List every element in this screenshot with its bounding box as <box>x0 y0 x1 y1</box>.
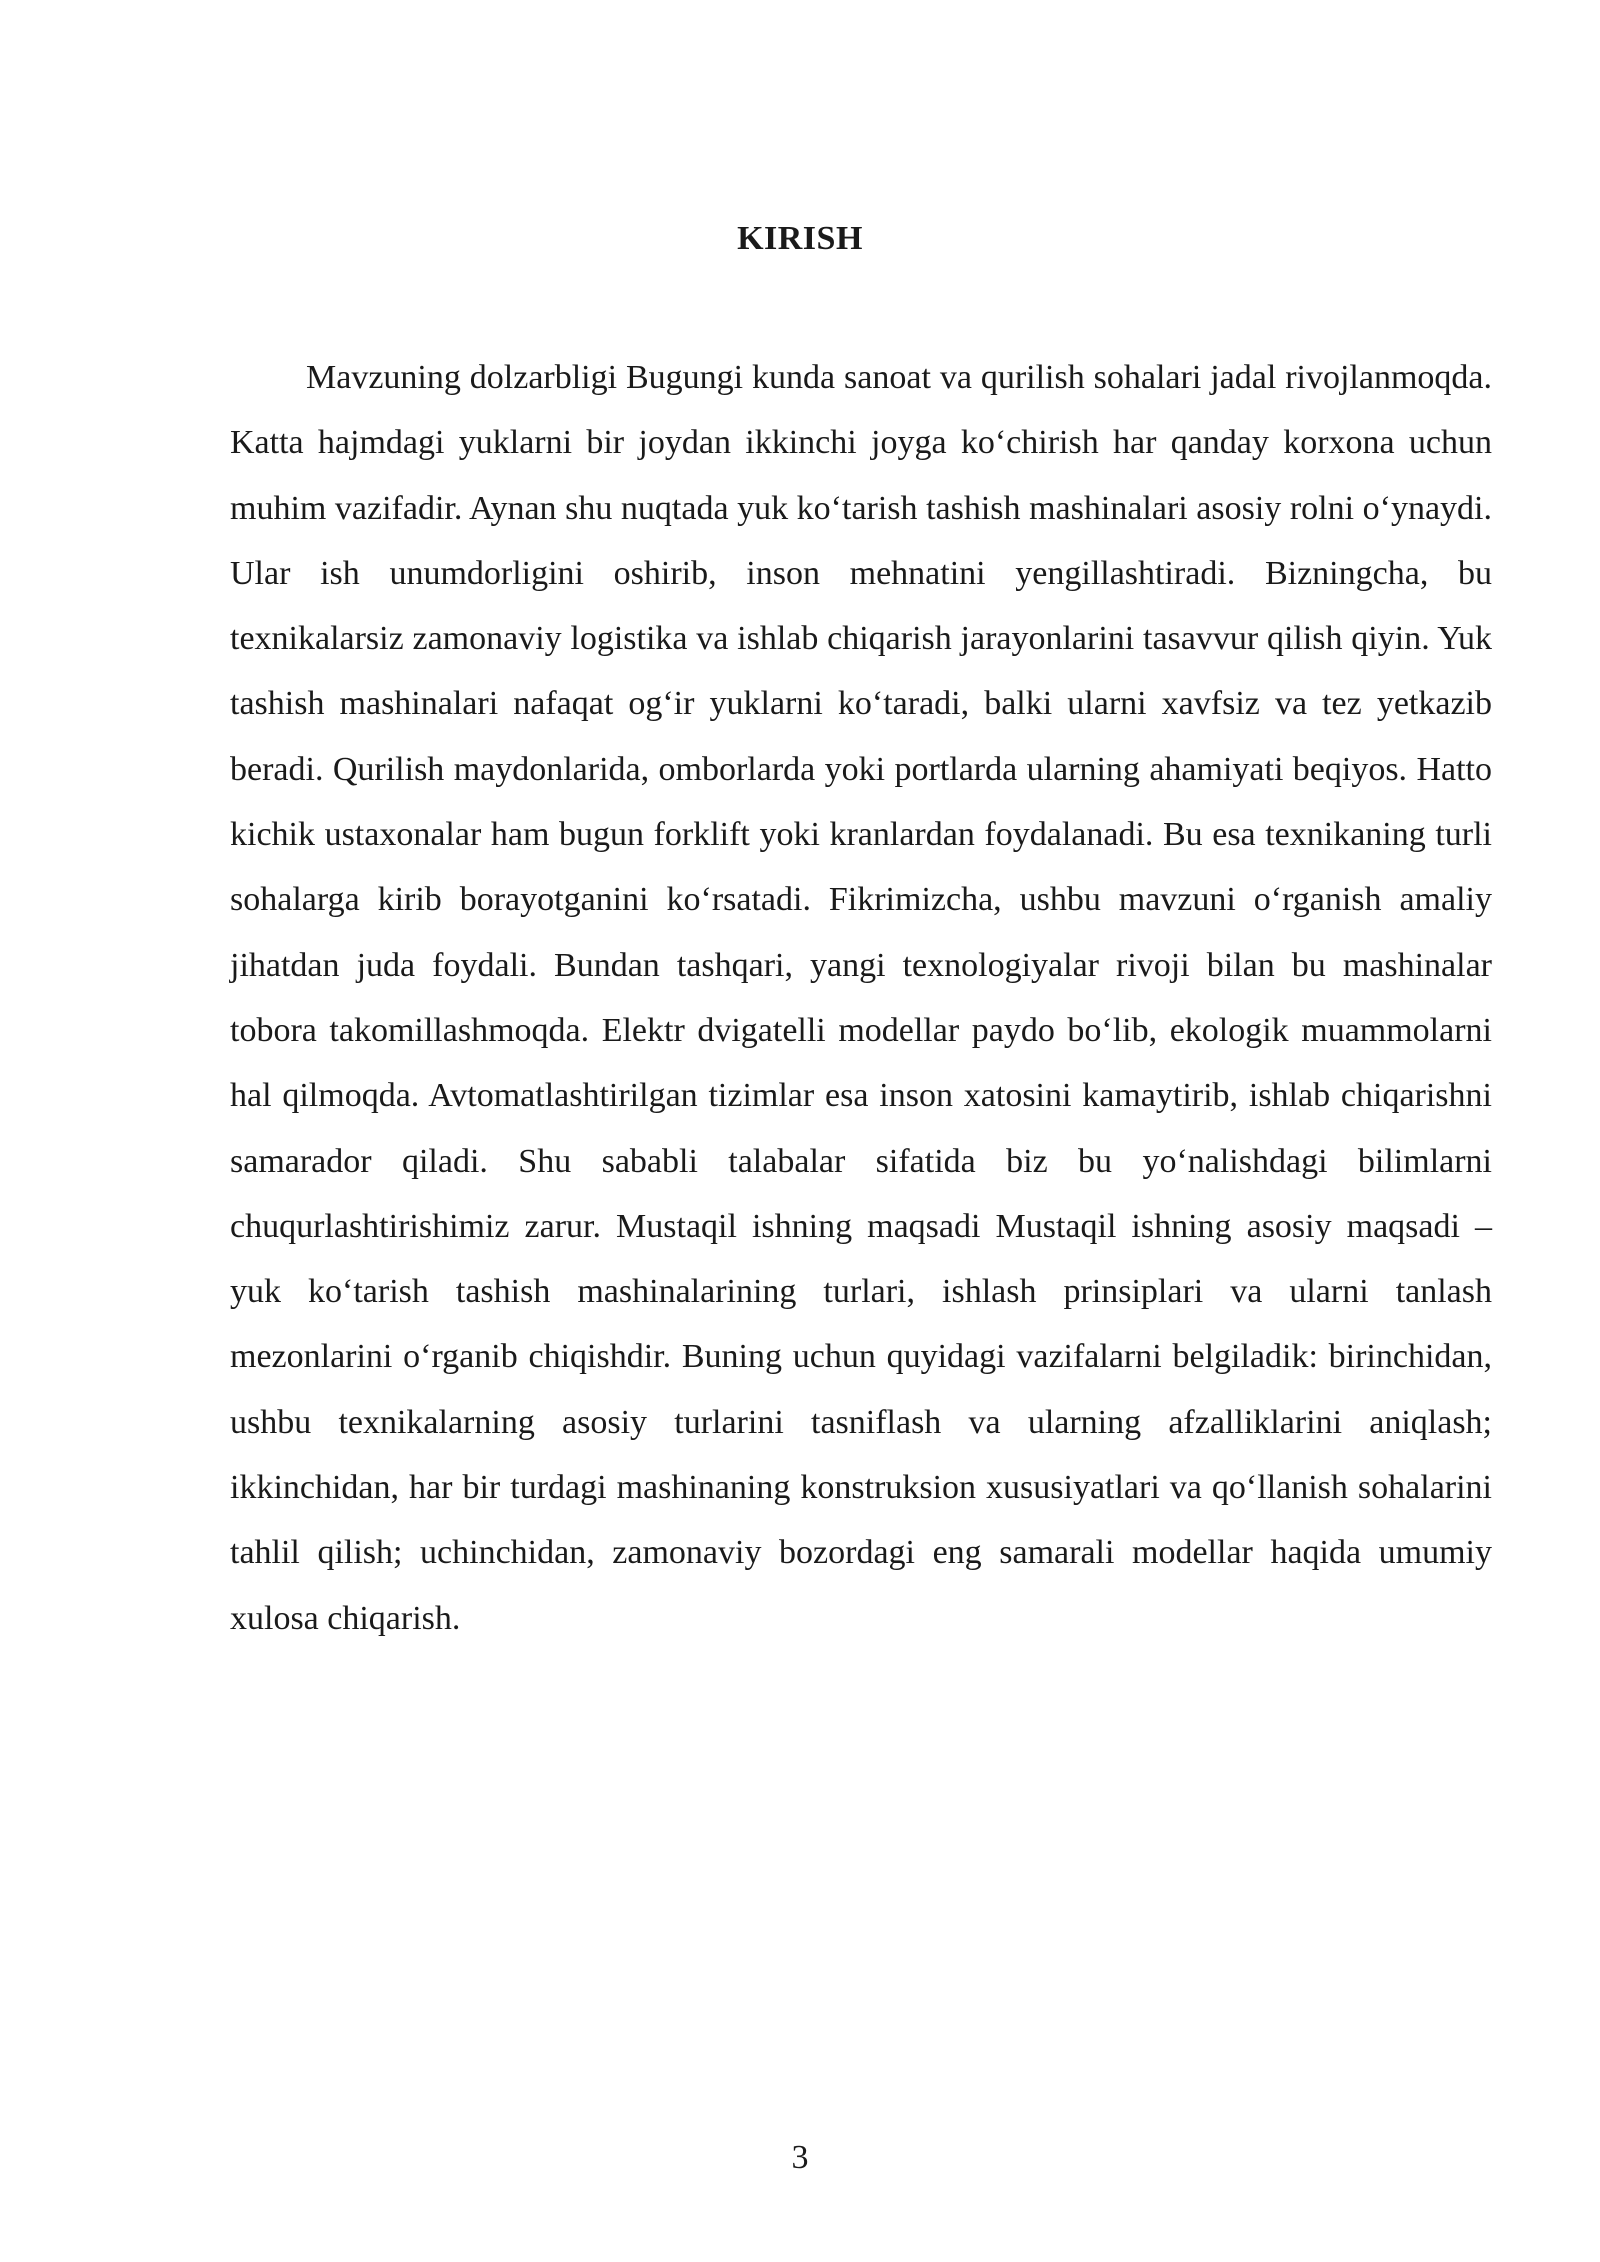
body-paragraph: Mavzuning dolzarbligi Bugungi kunda sanoat va qurilish sohalari jadal rivojlanmoqda. Katta hajmdagi yuklarni bir joydan ikkinchi joyga ko‘chirish har qanday korxona uchun muhim vazifadir. Aynan shu nuqtada yuk ko‘tarish tashish mashinalari asosiy rolni o‘ynaydi. Ular ish unumdorligini oshirib, inson mehnatini yengillashtiradi. Bizningcha, bu texnikalarsiz zamonaviy logistika va ishlab chiqarish jarayonlarini tasavvur qilish qiyin. Yuk tashish mashinalari nafaqat og‘ir yuklarni ko‘taradi, balki ularni xavfsiz va tez yetkazib beradi. Qurilish maydonlarida, omborlarda yoki portlarda ularning ahamiyati beqiyos. Hatto kichik ustaxonalar ham bugun forklift yoki kranlardan foydalanadi. Bu esa texnikaning turli sohalarga kirib borayotganini ko‘rsatadi. Fikrimizcha, ushbu mavzuni o‘rganish amaliy jihatdan juda foydali. Bundan tashqari, yangi texnologiyalar rivoji bilan bu mashinalar tobora takomillashmoqda. Elektr dvigatelli modellar paydo bo‘lib, ekologik muammolarni hal qilmoqda. Avtomatlashtirilgan tizimlar esa inson xatosini kamaytirib, ishlab chiqarishni samarador qiladi. Shu sababli talabalar sifatida biz bu yo‘nalishdagi bilimlarni chuqurlashtirishimiz zarur. Mustaqil ishning maqsadi Mustaqil ishning asosiy maqsadi – yuk ko‘tarish tashish mashinalarining turlari, ishlash prinsiplari va ularni tanlash mezonlarini o‘rganib chiqishdir. Buning uchun quyidagi vazifalarni belgiladik: birinchidan, ushbu texnikalarning asosiy turlarini tasniflash va ularning afzalliklarini aniqlash; ikkinchidan, har bir turdagi mashinaning konstruksion xususiyatlari va qo‘llanish sohalarini tahlil qilish; uchinchidan, zamonaviy bozordagi eng samarali modellar haqida umumiy xulosa chiqarish. <box>230 359 1492 1637</box>
section-heading: KIRISH <box>737 220 863 257</box>
page-number: 3 <box>791 2139 809 2176</box>
